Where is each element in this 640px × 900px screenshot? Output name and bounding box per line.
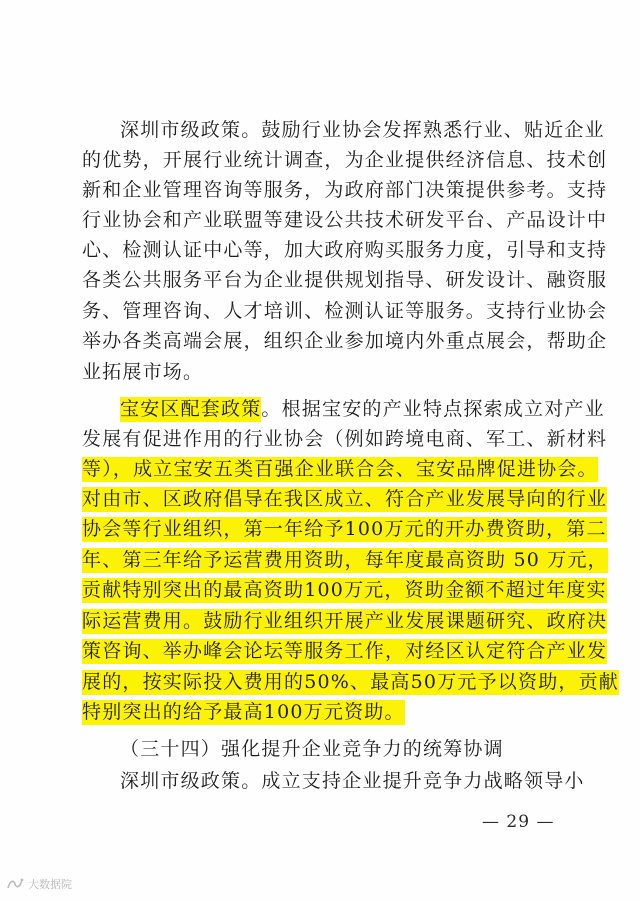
paragraph-2-line-9 [82,636,607,666]
highlighted-text: 特别突出的给予最高100万元资助。 [82,701,405,723]
paragraph-1-line-2: 的优势，开展行业统计调查，为企业提供经济信息、技术创 [82,149,608,171]
paragraph-1-line-6: 各类公共服务平台为企业提供规划指导、研发设计、融资服 [82,269,608,291]
paragraph-3-line-1: 深圳市级政策。成立支持企业提升竞争力战略领导小 [120,770,585,792]
watermark-text: 大数据院 [28,878,72,891]
paragraph-2-line-7 [82,575,607,605]
highlighted-text: 际运营费用。鼓励行业组织开展产业发展课题研究、政府决 [82,610,608,632]
paragraph-2-line-3 [82,454,598,484]
paragraph-2-line-6 [82,545,608,575]
highlighted-text: 对由市、区政府倡导在我区成立、符合产业发展导向的行业 [82,488,608,510]
plain-text: 。根据宝安的产业特点探索成立对产业 [261,398,605,420]
watermark [6,874,72,894]
paragraph-2-line-1 [120,394,605,424]
paragraph-1-line-5: 心、检测认证中心等，加大政府购买服务力度，引导和支持 [82,239,608,261]
highlighted-text: 策咨询、举办峰会论坛等服务工作，对经区认定符合产业发 [82,640,608,662]
paragraph-1-line-1: 深圳市级政策。鼓励行业协会发挥熟悉行业、贴近企业 [120,119,605,141]
paragraph-2-line-5 [82,514,607,544]
paragraph-2-line-11 [82,697,405,727]
paragraph-1-line-3: 新和企业管理咨询等服务，为政府部门决策提供参考。支持 [82,179,608,201]
highlighted-text: 年、第三年给予运营费用资助，每年度最高资助 50 万元， [82,549,608,571]
highlighted-text: 等），成立宝安五类百强企业联合会、宝安品牌促进协会。 [82,458,598,480]
highlighted-text: 协会等行业组织，第一年给予100万元的开办费资助，第二 [82,518,607,540]
page-number: — 29 — [482,812,555,832]
paragraph-2-line-4 [82,484,607,514]
paragraph-2-line-2 [82,424,607,454]
highlighted-text: 贡献特别突出的最高资助100万元，资助金额不超过年度实 [82,579,607,601]
paragraph-2-line-8 [82,606,607,636]
section-heading: （三十四）强化提升企业竞争力的统筹协调 [120,738,504,760]
plain-text: 发展有促进作用的行业协会（例如跨境电商、军工、新材料 [82,428,608,450]
watermark-logo-icon [6,877,24,891]
paragraph-2-line-10 [82,667,619,697]
highlighted-text: 展的，按实际投入费用的50%、最高50万元予以资助，贡献 [82,671,620,693]
paragraph-1-line-9: 业拓展市场。 [82,361,204,383]
paragraph-1-line-8: 举办各类高端会展，组织企业参加境内外重点展会，帮助企 [82,330,608,352]
highlighted-text: 宝安区配套政策 [120,398,262,420]
paragraph-1-line-4: 行业协会和产业联盟等建设公共技术研发平台、产品设计中 [82,209,608,231]
paragraph-1-line-7: 务、管理咨询、人才培训、检测认证等服务。支持行业协会 [82,300,608,322]
